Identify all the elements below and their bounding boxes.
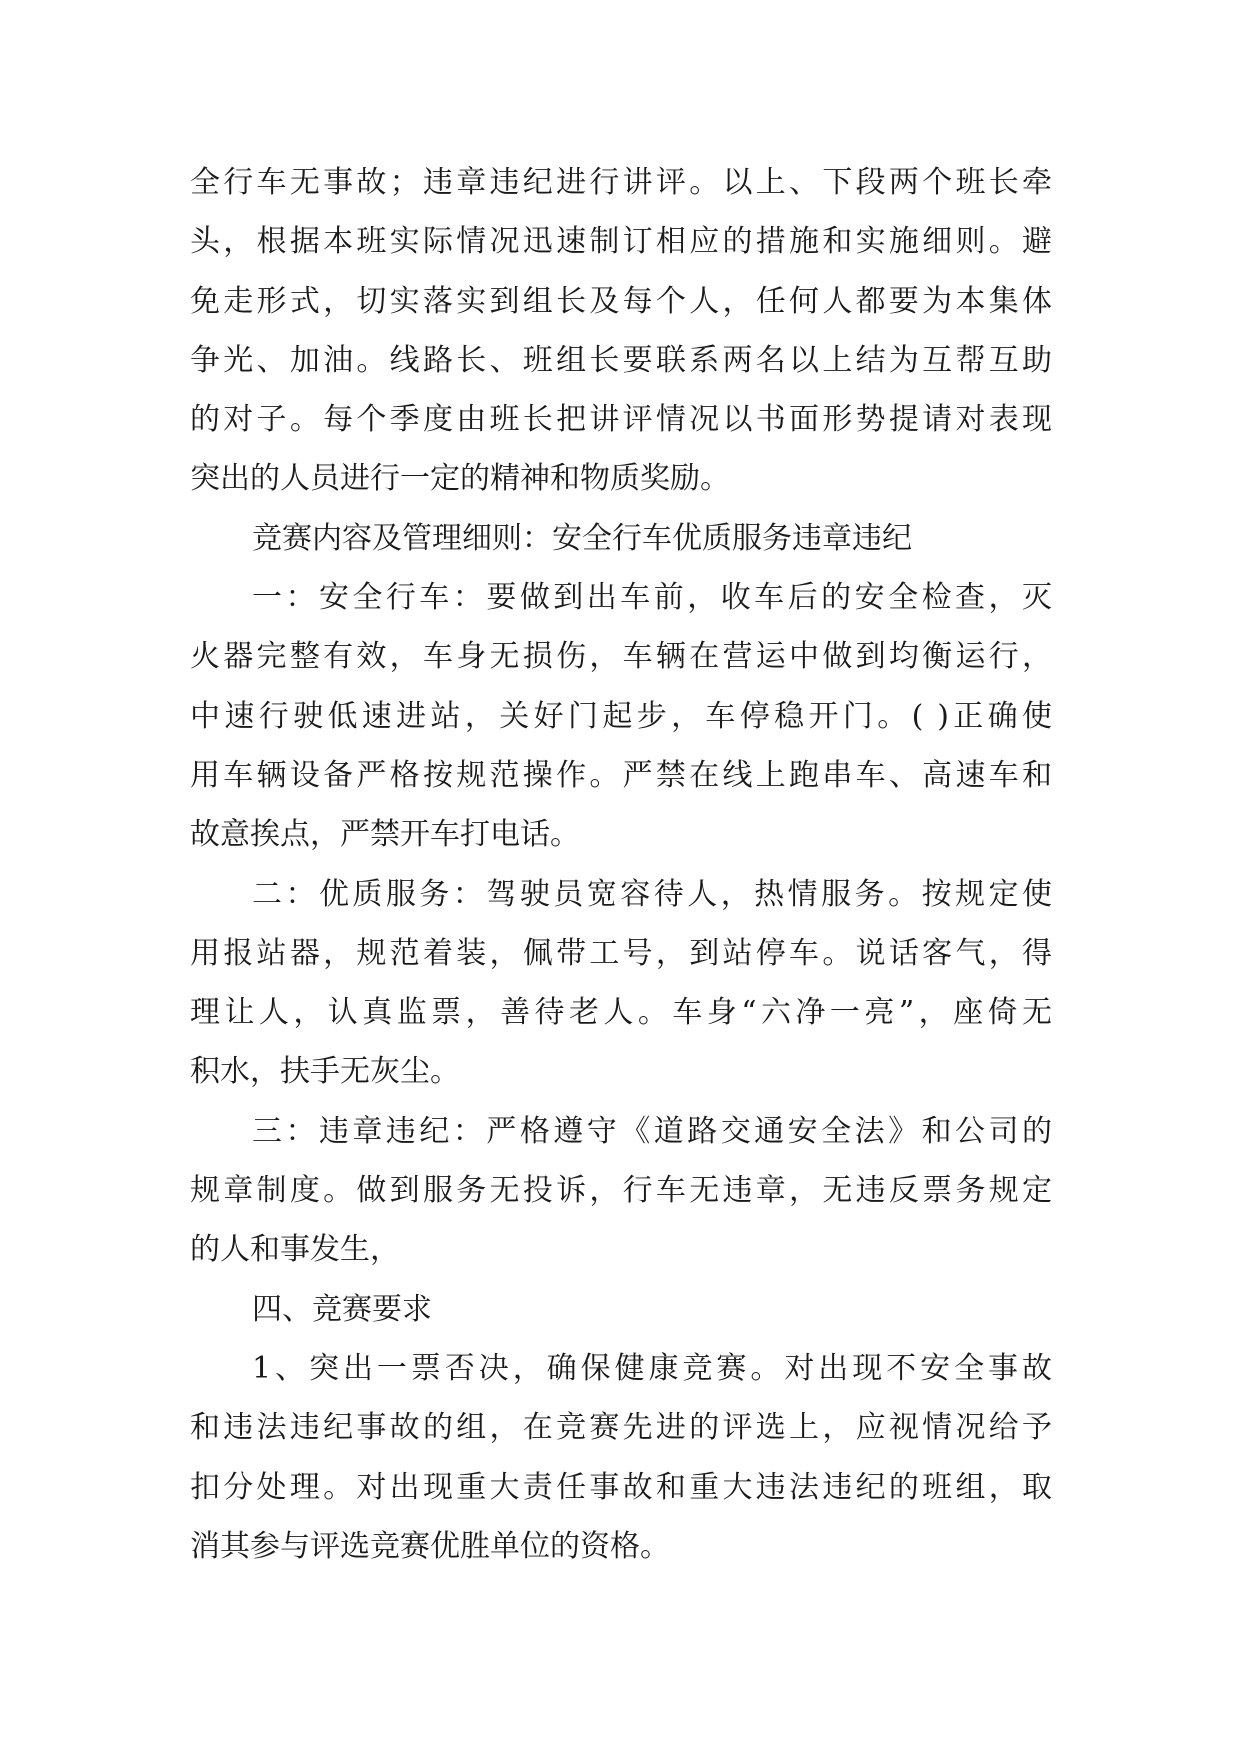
section-heading: 四、竞赛要求 (252, 1291, 432, 1327)
text-line: 规章制度。做到服务无投诉，行车无违章，无违反票务规定 (190, 1173, 1052, 1209)
section-heading: 竞赛内容及管理细则：安全行车优质服务违章违纪 (252, 520, 912, 556)
text-line: 用报站器，规范着装，佩带工号，到站停车。说话客气，得 (190, 935, 1052, 971)
text-line: 突出的人员进行一定的精神和物质奖励。 (190, 461, 730, 497)
text-line: 1、突出一票否决，确保健康竞赛。对出现不安全事故 (252, 1350, 1052, 1386)
text-line: 用车辆设备严格按规范操作。严禁在线上跑串车、高速车和 (190, 757, 1052, 793)
text-line: 消其参与评选竞赛优胜单位的资格。 (190, 1528, 670, 1564)
text-line: 扣分处理。对出现重大责任事故和重大违法违纪的班组，取 (190, 1469, 1052, 1505)
text-line: 积水，扶手无灰尘。 (190, 1054, 460, 1090)
text-line: 争光、加油。线路长、班组长要联系两名以上结为互帮互助 (190, 342, 1052, 378)
text-line: 一：安全行车：要做到出车前，收车后的安全检查，灭 (252, 580, 1052, 616)
text-line: 三：违章违纪：严格遵守《道路交通安全法》和公司的 (252, 1113, 1052, 1149)
text-line: 全行车无事故；违章违纪进行讲评。以上、下段两个班长牵 (190, 165, 1052, 200)
text-line: 头，根据本班实际情况迅速制订相应的措施和实施细则。避 (190, 224, 1052, 260)
text-line: 二：优质服务：驾驶员宽容待人，热情服务。按规定使 (252, 876, 1052, 912)
text-line: 中速行驶低速进站，关好门起步，车停稳开门。( )正确使 (190, 698, 1052, 734)
text-line: 的对子。每个季度由班长把讲评情况以书面形势提请对表现 (190, 402, 1052, 438)
text-line: 理让人，认真监票，善待老人。车身“六净一亮”，座倚无 (190, 995, 1052, 1031)
text-line: 火器完整有效，车身无损伤，车辆在营运中做到均衡运行， (190, 639, 1052, 675)
text-line: 的人和事发生， (190, 1232, 400, 1268)
text-line: 免走形式，切实落实到组长及每个人，任何人都要为本集体 (190, 283, 1052, 319)
document-body (190, 153, 1052, 1576)
text-line: 和违法违纪事故的组，在竞赛先进的评选上，应视情况给予 (190, 1410, 1052, 1446)
text-line: 故意挨点，严禁开车打电话。 (190, 817, 580, 853)
